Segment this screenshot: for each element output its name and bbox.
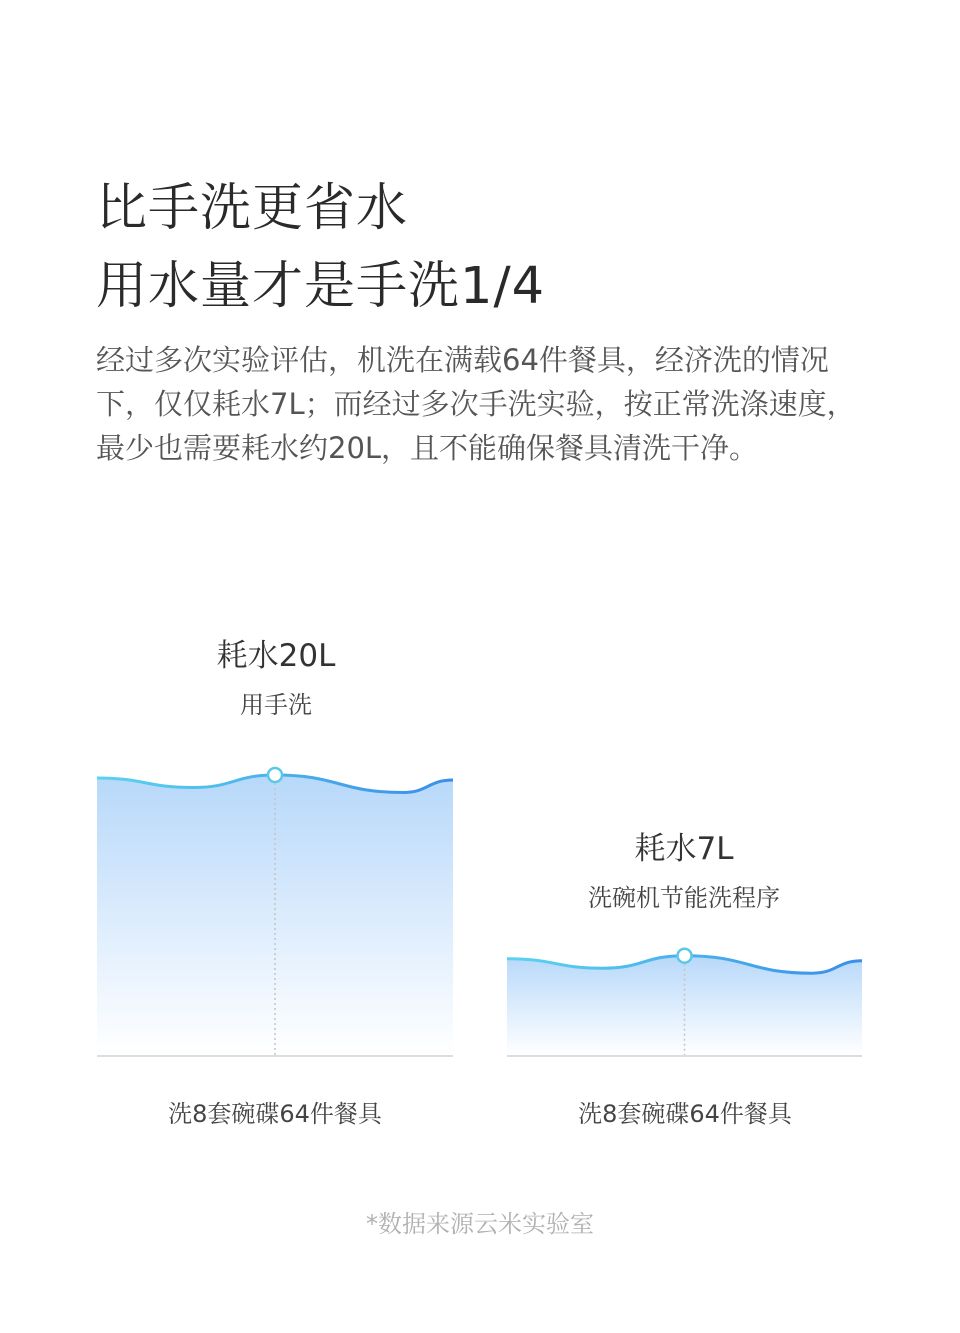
hand-wash-category-label: 用手洗	[240, 691, 312, 719]
title-line-1: 比手洗更省水	[96, 179, 409, 238]
dishwasher-caption: 洗8套碗碟64件餐具	[578, 1100, 792, 1128]
data-source-footnote: *数据来源云米实验室	[366, 1210, 594, 1238]
dishwasher-category-label: 洗碗机节能洗程序	[588, 884, 780, 912]
dishwasher-value-label: 耗水7L	[634, 831, 734, 867]
hand-wash-value-label: 耗水20L	[216, 638, 336, 674]
value-marker-0	[268, 768, 282, 782]
hand-wash-caption: 洗8套碗碟64件餐具	[168, 1100, 382, 1128]
value-marker-1	[678, 949, 692, 963]
dishwasher-label	[534, 829, 834, 915]
hand-wash-label	[156, 636, 396, 722]
title-line-2: 用水量才是手洗1/4	[96, 257, 546, 316]
description: 经过多次实验评估，机洗在满载64件餐具，经济洗的情况下，仅仅耗水7L；而经过多次手洗实验，按正常洗涤速度，最少也需要耗水约20L，且不能确保餐具清洗干净。	[96, 343, 856, 465]
